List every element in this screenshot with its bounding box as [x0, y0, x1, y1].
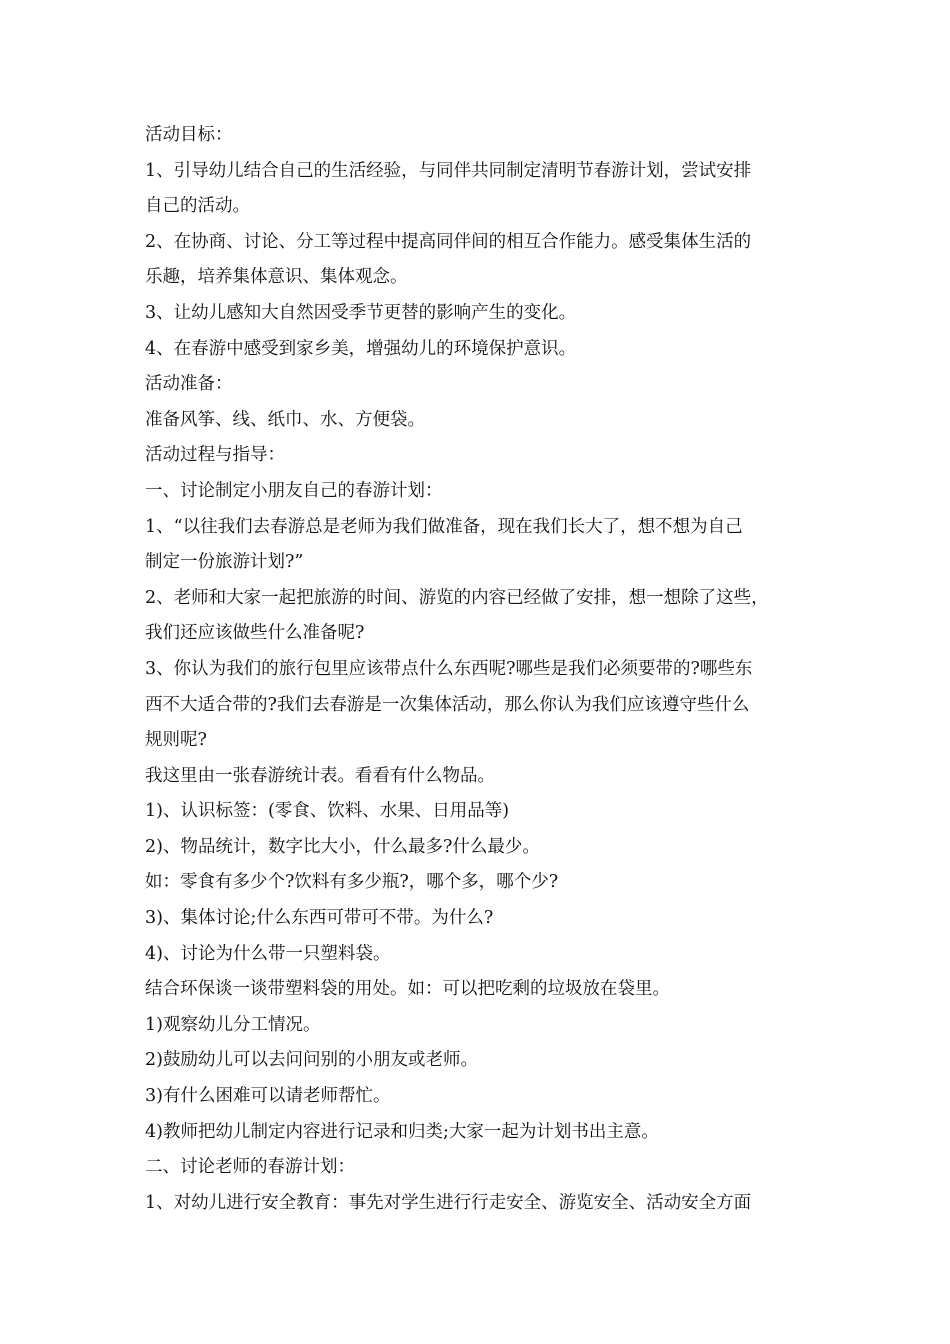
paragraph-line: 1、引导幼儿结合自己的生活经验，与同伴共同制定清明节春游计划，尝试安排	[145, 160, 752, 181]
list-item: 1)观察幼儿分工情况。	[145, 1014, 321, 1035]
paragraph-line: 3、你认为我们的旅行包里应该带点什么东西呢?哪些是我们必须要带的?哪些东	[145, 658, 753, 679]
paragraph-line: 4、在春游中感受到家乡美，增强幼儿的环境保护意识。	[145, 338, 577, 359]
list-item: 2)鼓励幼儿可以去问问别的小朋友或老师。	[145, 1050, 478, 1071]
paragraph-line: 乐趣，培养集体意识、集体观念。	[145, 267, 408, 288]
list-item: 2)、物品统计，数字比大小，什么最多?什么最少。	[145, 836, 540, 857]
heading-activity-goals: 活动目标：	[145, 125, 233, 145]
paragraph-line: 3、让幼儿感知大自然因受季节更替的影响产生的变化。	[145, 302, 577, 323]
paragraph-line: 如：零食有多少个?饮料有多少瓶?，哪个多，哪个少?	[145, 872, 559, 893]
list-item: 1)、认识标签：(零食、饮料、水果、日用品等)	[145, 801, 510, 822]
paragraph-line: 结合环保谈一谈带塑料袋的用处。如：可以把吃剩的垃圾放在袋里。	[145, 979, 670, 1000]
paragraph-line: 1、“以往我们去春游总是老师为我们做准备，现在我们长大了，想不想为自己	[145, 516, 743, 537]
document-body	[145, 118, 813, 1221]
list-item: 4)教师把幼儿制定内容进行记录和归类;大家一起为计划书出主意。	[145, 1121, 659, 1142]
section-heading-two: 二、讨论老师的春游计划：	[145, 1157, 355, 1178]
paragraph-line: 自己的活动。	[145, 196, 250, 217]
paragraph-line: 制定一份旅游计划?”	[145, 552, 304, 573]
list-item: 3)有什么困难可以请老师帮忙。	[145, 1086, 391, 1107]
paragraph-line: 2、老师和大家一起把旅游的时间、游览的内容已经做了安排，想一想除了这些，	[145, 587, 769, 608]
list-item: 3)、集体讨论;什么东西可带可不带。为什么?	[145, 908, 494, 929]
paragraph-line: 1、对幼儿进行安全教育：事先对学生进行行走安全、游览安全、活动安全方面	[145, 1192, 752, 1213]
paragraph-line: 规则呢?	[145, 730, 207, 751]
paragraph-line: 2、在协商、讨论、分工等过程中提高同伴间的相互合作能力。感受集体生活的	[145, 231, 752, 252]
paragraph-line: 我这里由一张春游统计表。看看有什么物品。	[145, 765, 495, 786]
heading-activity-preparation: 活动准备：	[145, 374, 233, 395]
heading-activity-process: 活动过程与指导：	[145, 445, 285, 466]
paragraph-line: 我们还应该做些什么准备呢?	[145, 623, 365, 644]
list-item: 4)、讨论为什么带一只塑料袋。	[145, 943, 391, 964]
section-heading-one: 一、讨论制定小朋友自己的春游计划：	[145, 480, 443, 501]
paragraph-line: 准备风筝、线、纸巾、水、方便袋。	[145, 409, 425, 430]
paragraph-line: 西不大适合带的?我们去春游是一次集体活动，那么你认为我们应该遵守些什么	[145, 694, 750, 715]
